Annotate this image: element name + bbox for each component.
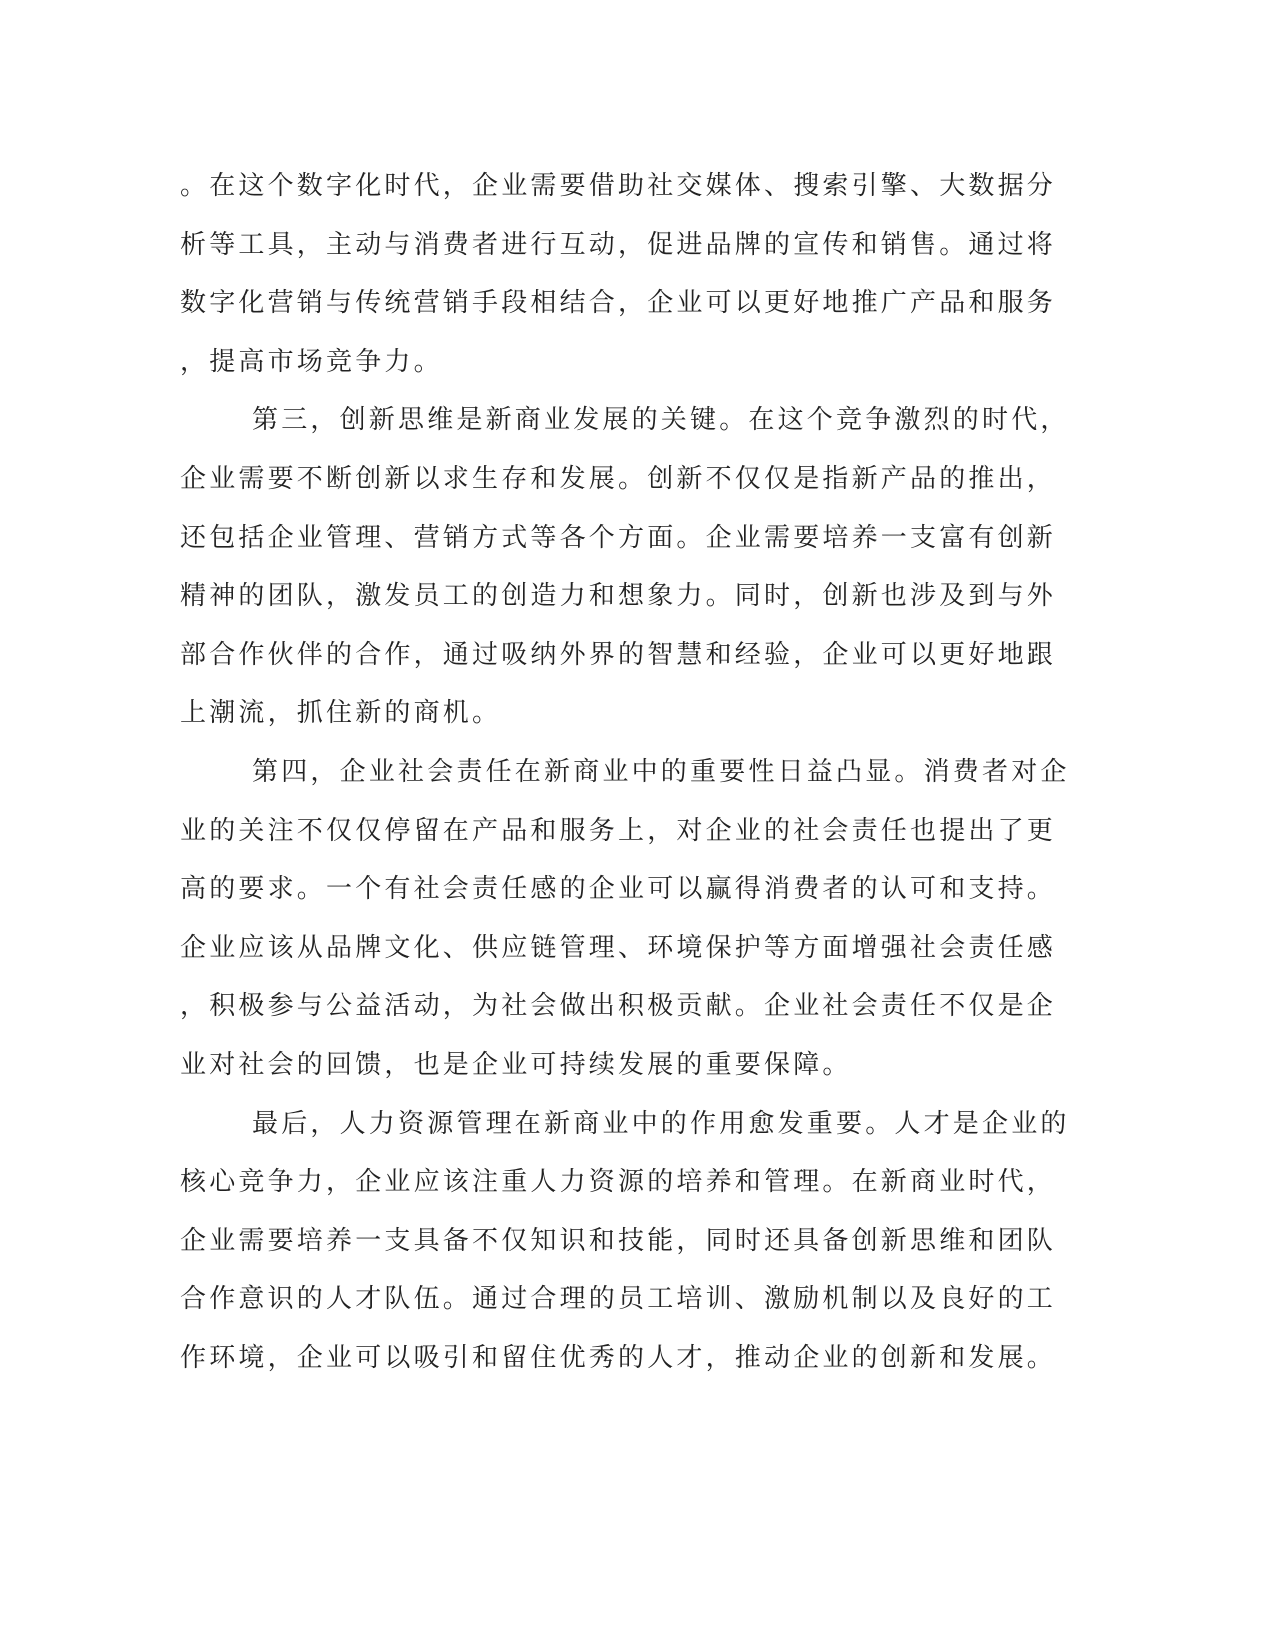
paragraph-human-resources (180, 1095, 1070, 1388)
text-line: 高的要求。一个有社会责任感的企业可以赢得消费者的认可和支持。 (180, 874, 1057, 905)
text-line: 企业需要不断创新以求生存和发展。创新不仅仅是指新产品的推出， (180, 463, 1057, 494)
text-line: 上潮流，抓住新的商机。 (180, 698, 502, 729)
text-line: 合作意识的人才队伍。通过合理的员工培训、激励机制以及良好的工 (180, 1284, 1057, 1315)
text-line: 析等工具，主动与消费者进行互动，促进品牌的宣传和销售。通过将 (180, 229, 1057, 260)
paragraph-digital-marketing (180, 157, 1057, 391)
text-line: 数字化营销与传统营销手段相结合，企业可以更好地推广产品和服务 (180, 288, 1057, 319)
text-line: ，提高市场竞争力。 (180, 346, 443, 377)
text-line: 核心竞争力，企业应该注重人力资源的培养和管理。在新商业时代， (180, 1167, 1057, 1198)
text-line: 。在这个数字化时代，企业需要借助社交媒体、搜索引擎、大数据分 (180, 171, 1057, 201)
text-line: 精神的团队，激发员工的创造力和想象力。同时，创新也涉及到与外 (180, 581, 1057, 612)
text-line: 还包括企业管理、营销方式等各个方面。企业需要培养一支富有创新 (180, 522, 1057, 553)
text-line: 最后，人力资源管理在新商业中的作用愈发重要。人才是企业的 (252, 1108, 1070, 1139)
text-line: 企业应该从品牌文化、供应链管理、环境保护等方面增强社会责任感 (180, 932, 1057, 963)
text-line: ，积极参与公益活动，为社会做出积极贡献。企业社会责任不仅是企 (180, 991, 1057, 1022)
text-line: 业对社会的回馈，也是企业可持续发展的重要保障。 (180, 1049, 852, 1080)
text-line: 第三，创新思维是新商业发展的关键。在这个竞争激烈的时代， (252, 405, 1070, 436)
text-line: 部合作伙伴的合作，通过吸纳外界的智慧和经验，企业可以更好地跟 (180, 639, 1057, 670)
text-line: 企业需要培养一支具备不仅知识和技能，同时还具备创新思维和团队 (180, 1225, 1057, 1256)
text-line: 业的关注不仅仅停留在产品和服务上，对企业的社会责任也提出了更 (180, 815, 1057, 846)
paragraph-social-responsibility (180, 743, 1070, 1095)
paragraph-innovation (180, 391, 1070, 743)
text-line: 作环境，企业可以吸引和留住优秀的人才，推动企业的创新和发展。 (180, 1342, 1057, 1373)
document-body (180, 157, 1070, 1387)
text-line: 第四，企业社会责任在新商业中的重要性日益凸显。消费者对企 (252, 756, 1070, 787)
